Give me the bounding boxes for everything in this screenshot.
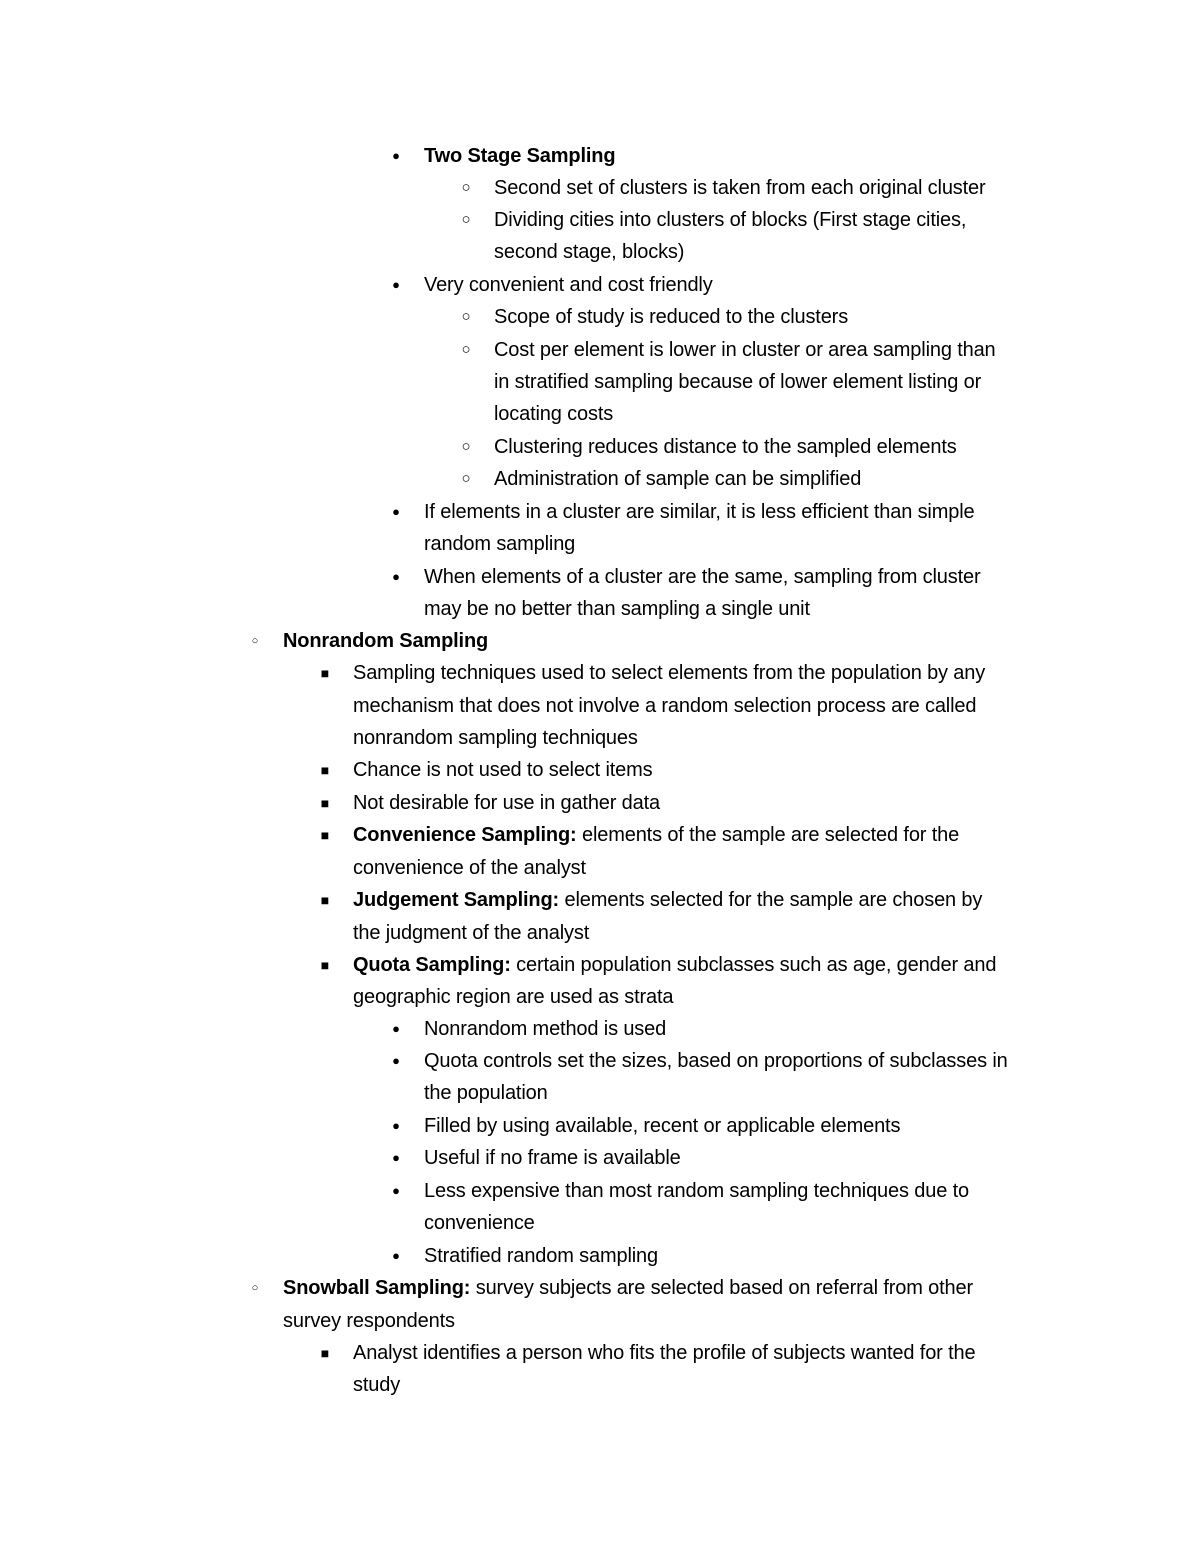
term-heading: Two Stage Sampling (424, 145, 616, 167)
bullet-disc: ● (392, 148, 400, 163)
bullet-square: ■ (320, 762, 330, 778)
bullet-disc: ● (392, 1150, 400, 1165)
list-item: Cost per element is lower in cluster or area sampling than (494, 339, 996, 361)
bullet-square: ■ (320, 957, 330, 973)
term-heading: Nonrandom Sampling (283, 630, 489, 652)
list-item-continuation: in stratified sampling because of lower element listing or (494, 371, 982, 393)
bullet-disc: ● (392, 1053, 400, 1068)
term-heading: Judgement Sampling: (353, 889, 560, 911)
list-item: Nonrandom method is used (424, 1018, 667, 1040)
bullet-square: ■ (320, 1345, 330, 1361)
bullet-circle: ○ (461, 211, 471, 228)
section-heading (283, 625, 488, 657)
bullet-disc: ● (392, 1183, 400, 1198)
list-item: Quota controls set the sizes, based on proportions of subclasses in (424, 1050, 1008, 1072)
bullet-circle: ○ (461, 308, 471, 325)
bullet-circle: ○ (461, 470, 471, 487)
list-item: If elements in a cluster are similar, it is less efficient than simple (424, 501, 975, 523)
list-item: When elements of a cluster are the same, sampling from cluster (424, 566, 981, 588)
list-item-continuation: may be no better than sampling a single unit (424, 598, 810, 620)
list-item-continuation: mechanism that does not involve a random selection process are called (353, 695, 977, 717)
bullet-square: ■ (320, 892, 330, 908)
list-item-continuation: survey respondents (283, 1310, 455, 1332)
list-item: Useful if no frame is available (424, 1147, 681, 1169)
list-item: Clustering reduces distance to the sampled elements (494, 436, 957, 458)
list-item: Administration of sample can be simplified (494, 468, 862, 490)
bullet-disc: ● (392, 1118, 400, 1133)
bullet-circle: ○ (251, 1282, 259, 1294)
list-item: Not desirable for use in gather data (353, 792, 661, 814)
bullet-circle: ○ (461, 341, 471, 358)
list-item-continuation: convenience (424, 1212, 535, 1234)
term-heading: Quota Sampling: (353, 954, 511, 976)
bullet-disc: ● (392, 277, 400, 292)
list-item: Less expensive than most random sampling techniques due to (424, 1180, 969, 1202)
list-item: Chance is not used to select items (353, 759, 653, 781)
list-item-continuation: convenience of the analyst (353, 857, 586, 879)
list-item-continuation: locating costs (494, 403, 614, 425)
list-item: Stratified random sampling (424, 1245, 658, 1267)
bullet-disc: ● (392, 1021, 400, 1036)
list-item: Sampling techniques used to select elements from the population by any (353, 662, 986, 684)
bullet-square: ■ (320, 827, 330, 843)
list-item-continuation: geographic region are used as strata (353, 986, 674, 1008)
list-item: Scope of study is reduced to the clusters (494, 306, 849, 328)
list-item-continuation: the population (424, 1082, 548, 1104)
list-item-continuation: second stage, blocks) (494, 241, 685, 263)
bullet-disc: ● (392, 1248, 400, 1263)
list-item: Dividing cities into clusters of blocks (First stage cities, (494, 209, 967, 231)
list-item: Very convenient and cost friendly (424, 274, 713, 296)
bullet-square: ■ (320, 795, 330, 811)
term-heading: Convenience Sampling: (353, 824, 577, 846)
list-item: Analyst identifies a person who fits the profile of subjects wanted for the (353, 1342, 976, 1364)
list-item: Filled by using available, recent or applicable elements (424, 1115, 901, 1137)
bullet-circle: ○ (461, 179, 471, 196)
list-item-continuation: the judgment of the analyst (353, 922, 590, 944)
list-item: Second set of clusters is taken from each original cluster (494, 177, 986, 199)
list-item-continuation: study (353, 1374, 401, 1396)
bullet-disc: ● (392, 569, 400, 584)
term-heading: Snowball Sampling: (283, 1277, 471, 1299)
bullet-circle: ○ (461, 438, 471, 455)
list-item (424, 140, 615, 172)
bullet-disc: ● (392, 504, 400, 519)
list-item: Judgement Sampling: elements selected for the sample are chosen by (353, 889, 983, 911)
list-item: Convenience Sampling: elements of the sample are selected for the (353, 824, 960, 846)
bullet-circle: ○ (251, 635, 259, 647)
bullet-square: ■ (320, 665, 330, 681)
list-item-continuation: nonrandom sampling techniques (353, 727, 638, 749)
list-item: Quota Sampling: certain population subclasses such as age, gender and (353, 954, 997, 976)
section-heading: Snowball Sampling: survey subjects are selected based on referral from other (283, 1277, 973, 1299)
list-item-continuation: random sampling (424, 533, 576, 555)
